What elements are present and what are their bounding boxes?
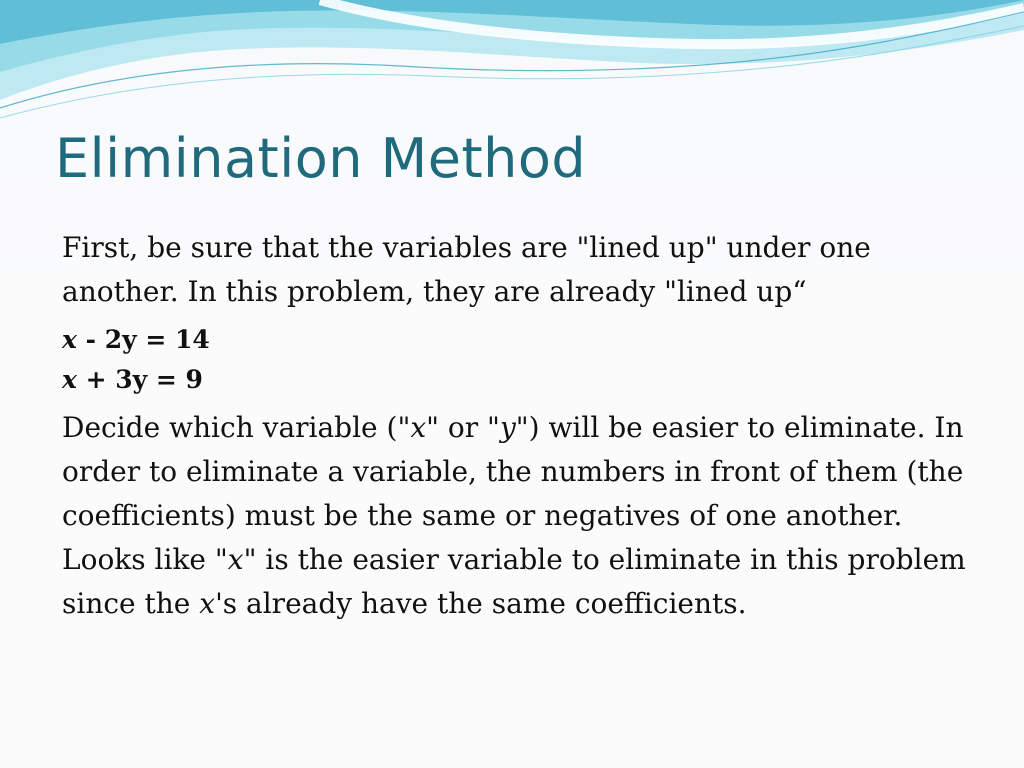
paragraph-segment: " is the easier variable to eliminate in this problem since the [62, 543, 966, 620]
header-wave-decoration [0, 0, 1024, 140]
equation-1-rest: - 2y = 14 [76, 325, 210, 354]
paragraph-variable-x: x [227, 543, 244, 576]
paragraph-variable-x: x [410, 411, 427, 444]
equation-1 [62, 320, 972, 360]
equation-2 [62, 360, 972, 400]
paragraph-variable-x: x [199, 587, 216, 620]
paragraph-segment: ") will be easier to eliminate. In order to eliminate a variable, the numbers in front of them (the coefficients) must be the same or negatives of one another. Looks like " [62, 411, 964, 576]
paragraph-variable-y: y [499, 411, 516, 444]
slide-title: Elimination Method [55, 127, 587, 190]
equation-2-rest: + 3y = 9 [76, 365, 203, 394]
paragraph-lined-up: First, be sure that the variables are "lined up" under one another. In this problem, they are already "lined up“ [62, 231, 871, 308]
paragraph-segment: Decide which variable (" [62, 411, 411, 444]
paragraph-decide-variable [62, 406, 972, 626]
equation-1-variable: x [62, 325, 77, 354]
slide-body [62, 226, 972, 632]
paragraph-segment: 's already have the same coefficients. [215, 587, 747, 620]
equation-2-variable: x [62, 365, 77, 394]
paragraph-segment: " or " [426, 411, 500, 444]
